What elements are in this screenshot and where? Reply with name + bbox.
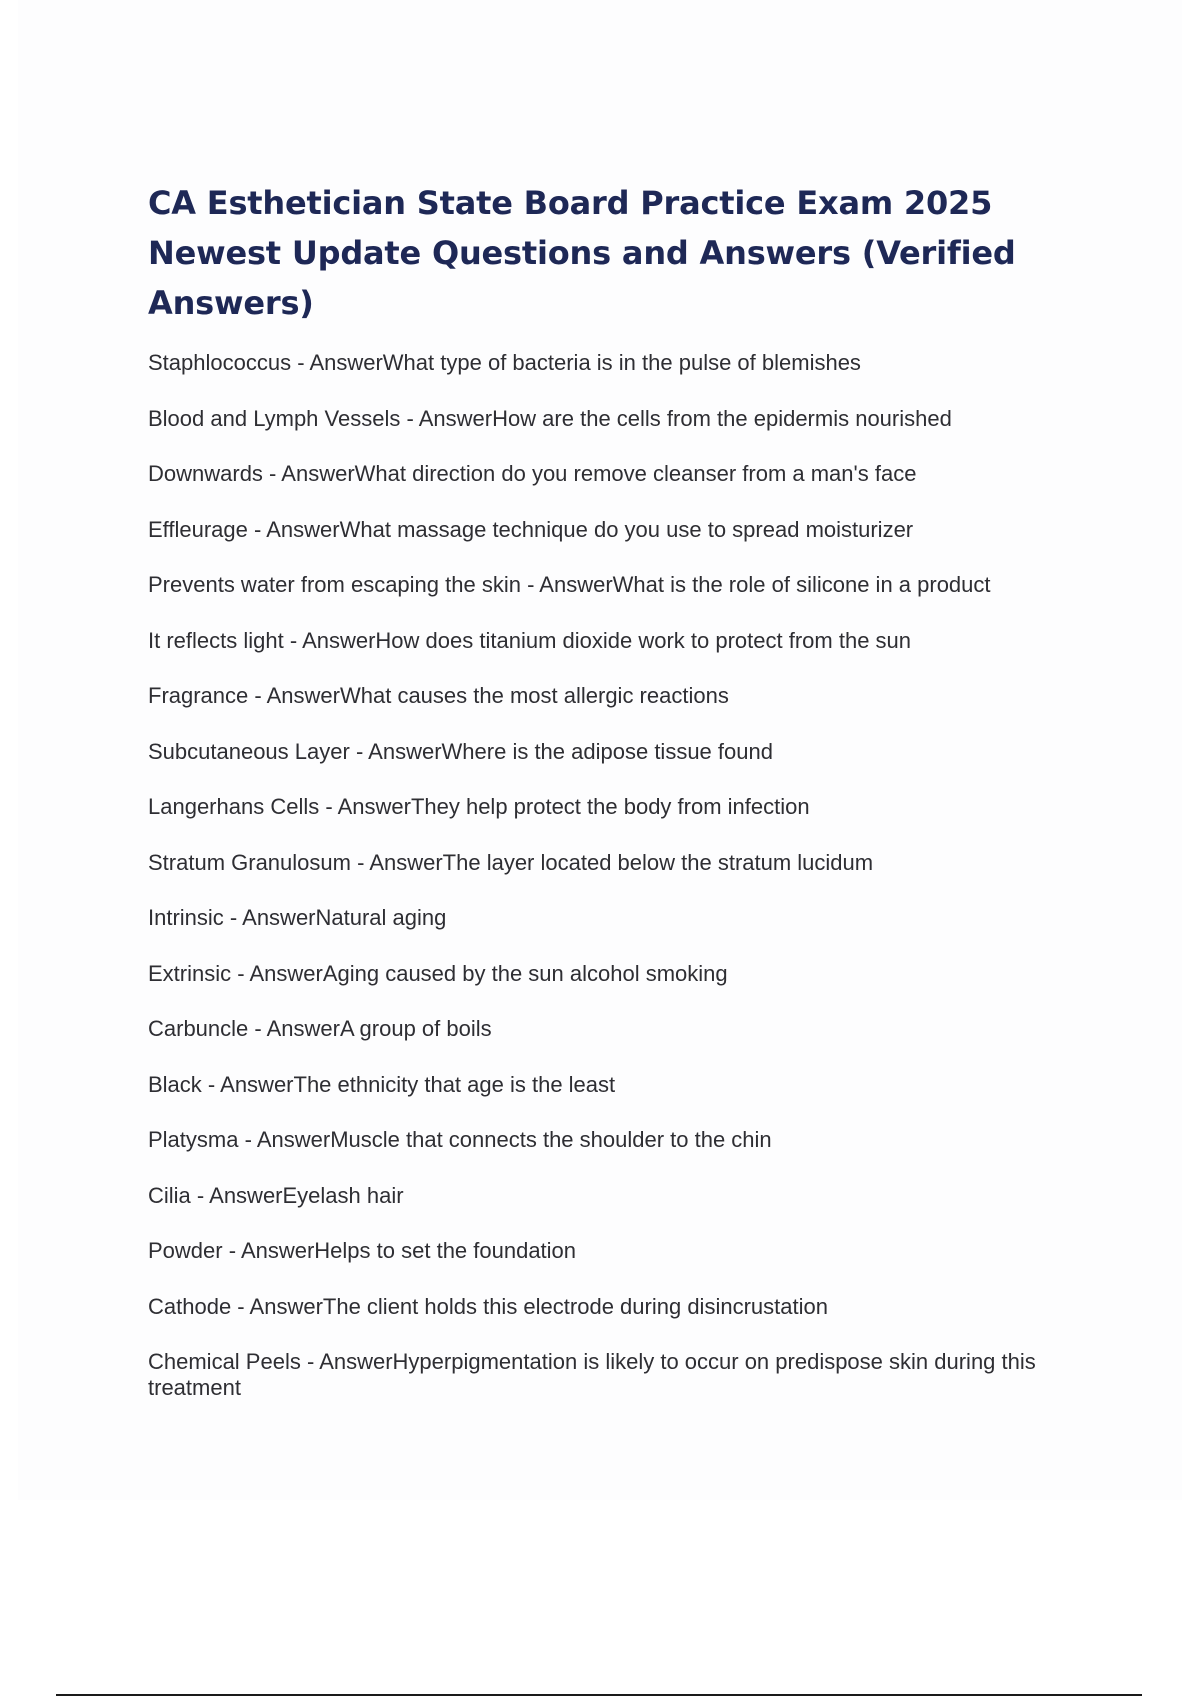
- qa-item: Black - AnswerThe ethnicity that age is the least: [148, 1071, 616, 1097]
- qa-term: Staphlococcus: [148, 350, 292, 375]
- qa-answer-marker: Answer: [319, 1349, 393, 1374]
- qa-item: Effleurage - AnswerWhat massage technique do you use to spread moisturizer: [148, 516, 914, 542]
- qa-item: Powder - AnswerHelps to set the foundation: [148, 1238, 577, 1263]
- qa-question: Natural aging: [315, 905, 447, 930]
- qa-term: Extrinsic: [148, 960, 232, 986]
- qa-term: Intrinsic: [148, 905, 224, 930]
- qa-answer-marker: Answer: [281, 461, 355, 486]
- qa-term: Platysma: [148, 1127, 239, 1152]
- qa-answer-marker: Answer: [368, 738, 442, 764]
- qa-term: Langerhans Cells: [148, 794, 320, 819]
- qa-question: What direction do you remove cleanser from a man's face: [354, 461, 917, 486]
- qa-term: Downwards: [148, 461, 263, 486]
- qa-answer-marker: Answer: [249, 960, 323, 986]
- qa-question: Helps to set the foundation: [314, 1238, 577, 1263]
- qa-question: What massage technique do you use to spread moisturizer: [339, 516, 914, 542]
- qa-term: Stratum Granulosum: [148, 849, 351, 875]
- qa-question: The client holds this electrode during disincrustation: [322, 1293, 828, 1319]
- qa-term: Cilia: [148, 1182, 191, 1208]
- qa-question: Muscle that connects the shoulder to the chin: [330, 1127, 772, 1152]
- qa-question: How does titanium dioxide work to protect from the sun: [375, 627, 912, 653]
- qa-answer-marker: Answer: [266, 516, 340, 542]
- qa-item: Blood and Lymph Vessels - AnswerHow are the cells from the epidermis nourished: [148, 405, 952, 431]
- qa-term: Carbuncle: [148, 1016, 249, 1041]
- footer-rule: [56, 1694, 1142, 1696]
- qa-question: The layer located below the stratum lucidum: [442, 849, 874, 875]
- qa-item: Langerhans Cells - AnswerThey help protect the body from infection: [148, 794, 810, 819]
- qa-term: Effleurage: [148, 516, 248, 542]
- qa-answer-marker: Answer: [369, 849, 443, 875]
- qa-answer-marker: Answer: [242, 905, 316, 930]
- qa-answer-marker: Answer: [337, 794, 411, 819]
- qa-answer-marker: Answer: [418, 405, 493, 431]
- qa-item: Cathode - AnswerThe client holds this electrode during disincrustation: [148, 1293, 828, 1319]
- qa-answer-marker: Answer: [266, 683, 340, 708]
- qa-item: Chemical Peels - AnswerHyperpigmentation is likely to occur on predispose skin during this treatment: [148, 1349, 1036, 1400]
- qa-item: It reflects light - AnswerHow does titanium dioxide work to protect from the sun: [148, 627, 912, 653]
- qa-item: Platysma - AnswerMuscle that connects the shoulder to the chin: [148, 1127, 772, 1152]
- qa-item: Staphlococcus - AnswerWhat type of bacteria is in the pulse of blemishes: [148, 350, 861, 375]
- qa-item: Stratum Granulosum - AnswerThe layer located below the stratum lucidum: [148, 849, 874, 875]
- qa-answer-marker: Answer: [266, 1016, 340, 1041]
- qa-term: Black: [148, 1071, 202, 1097]
- qa-question: Hyperpigmentation is likely to occur on predispose skin during this treatment: [148, 1349, 1036, 1400]
- qa-term: Chemical Peels: [148, 1349, 301, 1374]
- qa-answer-marker: Answer: [220, 1071, 294, 1097]
- qa-question: What is the role of silicone in a product: [612, 572, 991, 597]
- document-title: CA Esthetician State Board Practice Exam 2025 Newest Update Questions and Answers (Verified Answers): [148, 184, 1016, 322]
- qa-list: [148, 350, 1088, 1401]
- qa-question: The ethnicity that age is the least: [293, 1071, 616, 1097]
- qa-answer-marker: Answer: [309, 350, 383, 375]
- qa-term: Powder: [148, 1238, 223, 1263]
- qa-question: Eyelash hair: [282, 1182, 404, 1208]
- qa-item: Downwards - AnswerWhat direction do you remove cleanser from a man's face: [148, 461, 917, 486]
- qa-question: What causes the most allergic reactions: [339, 683, 729, 708]
- qa-term: Blood and Lymph Vessels: [148, 405, 401, 431]
- qa-term: Cathode: [148, 1293, 232, 1319]
- qa-answer-marker: Answer: [256, 1127, 331, 1152]
- qa-item: Intrinsic - AnswerNatural aging: [148, 905, 447, 930]
- qa-term: It reflects light: [148, 627, 284, 653]
- qa-term: Subcutaneous Layer: [148, 738, 350, 764]
- qa-question: A group of boils: [339, 1016, 492, 1041]
- qa-answer-marker: Answer: [249, 1293, 323, 1319]
- qa-item: Extrinsic - AnswerAging caused by the sun alcohol smoking: [148, 960, 728, 986]
- qa-answer-marker: Answer: [209, 1182, 283, 1208]
- qa-item: Fragrance - AnswerWhat causes the most allergic reactions: [148, 683, 729, 708]
- qa-answer-marker: Answer: [240, 1238, 315, 1263]
- qa-term: Prevents water from escaping the skin: [148, 572, 521, 597]
- qa-question: Where is the adipose tissue found: [441, 738, 773, 764]
- qa-question: They help protect the body from infection: [410, 794, 810, 819]
- qa-item: Subcutaneous Layer - AnswerWhere is the adipose tissue found: [148, 738, 773, 764]
- qa-question: How are the cells from the epidermis nourished: [492, 405, 952, 431]
- qa-question: What type of bacteria is in the pulse of blemishes: [382, 350, 861, 375]
- qa-answer-marker: Answer: [539, 572, 613, 597]
- qa-item: Cilia - AnswerEyelash hair: [148, 1182, 404, 1208]
- qa-item: Carbuncle - AnswerA group of boils: [148, 1016, 492, 1041]
- qa-answer-marker: Answer: [302, 627, 376, 653]
- qa-item: Prevents water from escaping the skin - AnswerWhat is the role of silicone in a product: [148, 572, 991, 597]
- qa-question: Aging caused by the sun alcohol smoking: [322, 960, 728, 986]
- qa-term: Fragrance: [148, 683, 249, 708]
